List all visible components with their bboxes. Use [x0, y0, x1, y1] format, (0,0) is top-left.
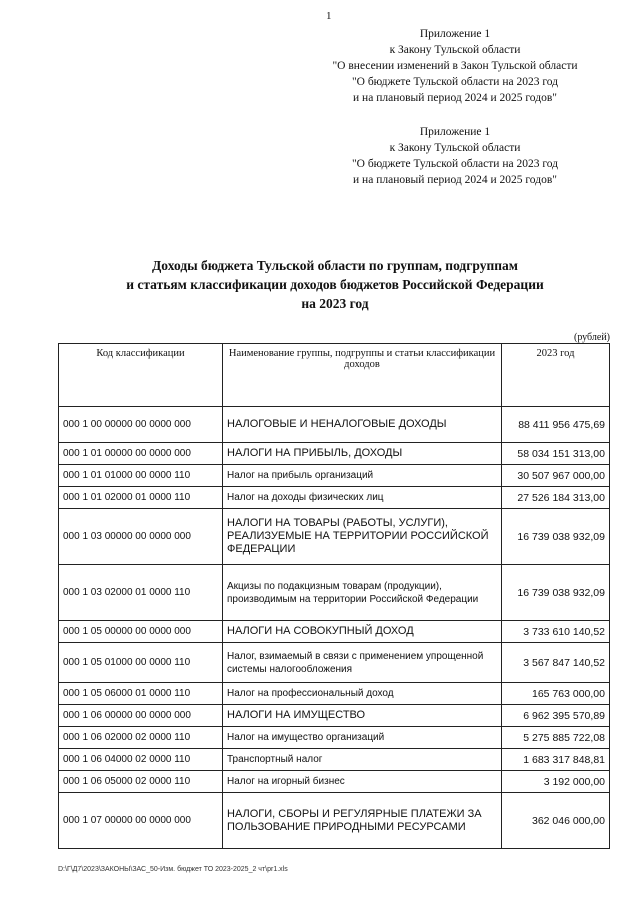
- appendix-header-original: [290, 124, 620, 188]
- revenue-name: НАЛОГИ НА ПРИБЫЛЬ, ДОХОДЫ: [223, 443, 502, 465]
- classification-code: 000 1 07 00000 00 0000 000: [59, 793, 223, 849]
- revenue-name: Налог, взимаемый в связи с применением упрощенной системы налогообложения: [223, 643, 502, 683]
- amount-2023: 165 763 000,00: [502, 683, 610, 705]
- amount-2023: 30 507 967 000,00: [502, 465, 610, 487]
- amount-2023: 1 683 317 848,81: [502, 749, 610, 771]
- classification-code: 000 1 01 01000 00 0000 110: [59, 465, 223, 487]
- appendix-line: "О внесении изменений в Закон Тульской области: [332, 60, 578, 72]
- table-row: [59, 643, 610, 683]
- amount-2023: 5 275 885 722,08: [502, 727, 610, 749]
- page-number: 1: [326, 10, 332, 22]
- table-row: [59, 407, 610, 443]
- table-row: [59, 465, 610, 487]
- classification-code: 000 1 05 00000 00 0000 000: [59, 621, 223, 643]
- table-row: [59, 749, 610, 771]
- revenue-name: НАЛОГИ НА ТОВАРЫ (РАБОТЫ, УСЛУГИ), РЕАЛИЗУЕМЫЕ НА ТЕРРИТОРИИ РОССИЙСКОЙ ФЕДЕРАЦИИ: [223, 509, 502, 565]
- revenue-table: [58, 343, 610, 849]
- amount-2023: 3 733 610 140,52: [502, 621, 610, 643]
- table-row: [59, 771, 610, 793]
- column-header-code: Код классификации: [59, 344, 223, 407]
- appendix-line: и на плановый период 2024 и 2025 годов": [353, 92, 557, 104]
- appendix-line: Приложение 1: [419, 126, 491, 138]
- title-line: Доходы бюджета Тульской области по группам, подгруппам: [152, 258, 518, 273]
- amount-2023: 27 526 184 313,00: [502, 487, 610, 509]
- appendix-line: "О бюджете Тульской области на 2023 год: [351, 76, 559, 88]
- table-row: [59, 793, 610, 849]
- revenue-name: Налог на имущество организаций: [223, 727, 502, 749]
- revenue-name: Акцизы по подакцизным товарам (продукции), производимым на территории Российской Федерации: [223, 565, 502, 621]
- classification-code: 000 1 05 01000 00 0000 110: [59, 643, 223, 683]
- revenue-name: НАЛОГОВЫЕ И НЕНАЛОГОВЫЕ ДОХОДЫ: [223, 407, 502, 443]
- revenue-name: Налог на игорный бизнес: [223, 771, 502, 793]
- appendix-line: и на плановый период 2024 и 2025 годов": [353, 174, 557, 186]
- appendix-line: к Закону Тульской области: [389, 44, 521, 56]
- table-row: [59, 621, 610, 643]
- title-line: и статьям классификации доходов бюджетов Российской Федерации: [126, 277, 544, 292]
- amount-2023: 16 739 038 932,09: [502, 565, 610, 621]
- table-row: [59, 727, 610, 749]
- table-row: [59, 443, 610, 465]
- revenue-name: Налог на прибыль организаций: [223, 465, 502, 487]
- table-row: [59, 705, 610, 727]
- appendix-line: "О бюджете Тульской области на 2023 год: [351, 158, 559, 170]
- amount-2023: 3 567 847 140,52: [502, 643, 610, 683]
- amount-2023: 58 034 151 313,00: [502, 443, 610, 465]
- column-header-amount: 2023 год: [502, 344, 610, 407]
- file-path-footer: D:\Г\Д7\2023\ЗАКОНЫ\ЗАС_50-Изм. бюджет ТО 2023-2025_2 чт\pr1.xls: [58, 866, 288, 873]
- table-row: [59, 509, 610, 565]
- appendix-line: Приложение 1: [419, 28, 491, 40]
- appendix-header-amendment: [290, 26, 620, 106]
- title-line: на 2023 год: [301, 296, 369, 311]
- revenue-name: НАЛОГИ НА ИМУЩЕСТВО: [223, 705, 502, 727]
- revenue-name: НАЛОГИ НА СОВОКУПНЫЙ ДОХОД: [223, 621, 502, 643]
- table-row: [59, 683, 610, 705]
- revenue-name: Налог на доходы физических лиц: [223, 487, 502, 509]
- table-header-row: [59, 344, 610, 407]
- column-header-name: Наименование группы, подгруппы и статьи классификации доходов: [223, 344, 502, 407]
- amount-2023: 88 411 956 475,69: [502, 407, 610, 443]
- amount-2023: 16 739 038 932,09: [502, 509, 610, 565]
- revenue-name: Налог на профессиональный доход: [223, 683, 502, 705]
- classification-code: 000 1 01 00000 00 0000 000: [59, 443, 223, 465]
- amount-2023: 3 192 000,00: [502, 771, 610, 793]
- classification-code: 000 1 06 04000 02 0000 110: [59, 749, 223, 771]
- document-title: [40, 256, 630, 313]
- classification-code: 000 1 01 02000 01 0000 110: [59, 487, 223, 509]
- classification-code: 000 1 03 00000 00 0000 000: [59, 509, 223, 565]
- classification-code: 000 1 06 05000 02 0000 110: [59, 771, 223, 793]
- appendix-line: к Закону Тульской области: [389, 142, 521, 154]
- revenue-name: Транспортный налог: [223, 749, 502, 771]
- amount-2023: 362 046 000,00: [502, 793, 610, 849]
- classification-code: 000 1 05 06000 01 0000 110: [59, 683, 223, 705]
- table-row: [59, 565, 610, 621]
- classification-code: 000 1 00 00000 00 0000 000: [59, 407, 223, 443]
- revenue-name: НАЛОГИ, СБОРЫ И РЕГУЛЯРНЫЕ ПЛАТЕЖИ ЗА ПОЛЬЗОВАНИЕ ПРИРОДНЫМИ РЕСУРСАМИ: [223, 793, 502, 849]
- classification-code: 000 1 06 02000 02 0000 110: [59, 727, 223, 749]
- classification-code: 000 1 03 02000 01 0000 110: [59, 565, 223, 621]
- table-row: [59, 487, 610, 509]
- classification-code: 000 1 06 00000 00 0000 000: [59, 705, 223, 727]
- amount-2023: 6 962 395 570,89: [502, 705, 610, 727]
- units-label: (рублей): [573, 332, 610, 343]
